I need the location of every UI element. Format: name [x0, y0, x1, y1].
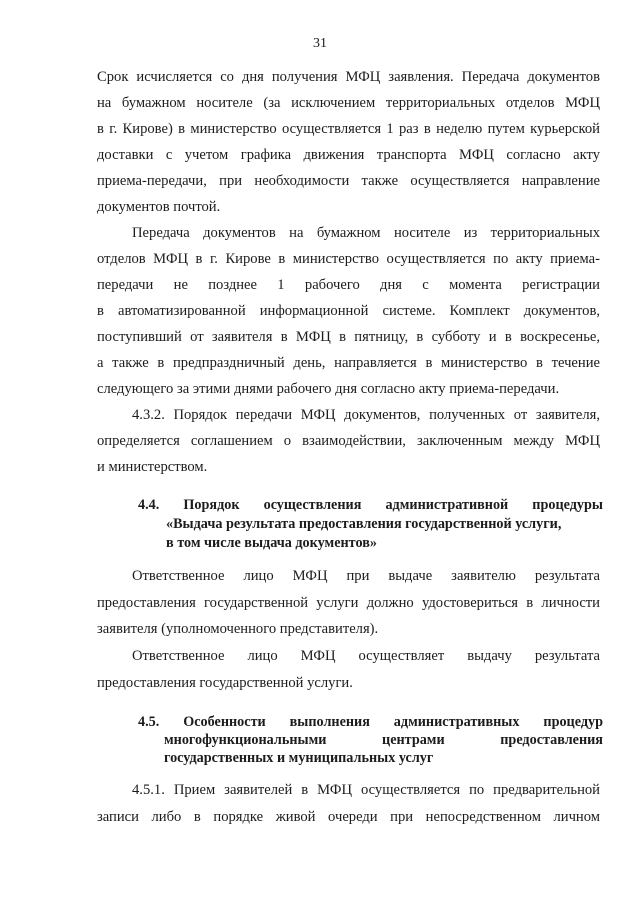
text-line: следующего за этими днями рабочего дня согласно акту приема-передачи. — [97, 381, 560, 397]
text-line: отделов МФЦ в г. Кирове в министерство осуществляется по акту приема- — [97, 251, 600, 267]
text-line: на бумажном носителе (за исключением территориальных отделов МФЦ — [97, 95, 600, 111]
text-line: приема-передачи, при необходимости также осуществляется направление — [97, 173, 600, 189]
text-line: предоставления государственной услуги. — [97, 675, 353, 691]
text-line: документов почтой. — [97, 199, 221, 215]
text-line: Срок исчисляется со дня получения МФЦ заявления. Передача документов — [97, 69, 600, 85]
text-line: поступивший от заявителя в МФЦ в пятницу, в субботу и в воскресенье, — [97, 329, 600, 345]
heading-line: 4.5. Особенности выполнения административных процедур — [138, 714, 603, 730]
text-line: 4.5.1. Прием заявителей в МФЦ осуществляется по предварительной — [132, 782, 600, 798]
text-line: 4.3.2. Порядок передачи МФЦ документов, полученных от заявителя, — [132, 407, 600, 423]
heading-line: многофункциональными центрами предоставления — [164, 732, 603, 748]
text-line: Передача документов на бумажном носителе из территориальных — [132, 225, 600, 241]
heading-line: 4.4. Порядок осуществления административной процедуры — [138, 497, 603, 513]
text-line: заявителя (уполномоченного представителя). — [97, 621, 379, 637]
heading-line: государственных и муниципальных услуг — [164, 750, 434, 766]
text-line: записи либо в порядке живой очереди при непосредственном личном — [97, 809, 600, 825]
text-line: в автоматизированной информационной системе. Комплект документов, — [97, 303, 600, 319]
text-line: Ответственное лицо МФЦ при выдаче заявителю результата — [132, 568, 600, 584]
text-line: определяется соглашением о взаимодействии, заключенным между МФЦ — [97, 433, 600, 449]
heading-line: в том числе выдача документов» — [166, 535, 377, 551]
text-line: и министерством. — [97, 459, 208, 475]
page-number: 31 — [313, 36, 327, 51]
text-line: доставки с учетом графика движения транспорта МФЦ согласно акту — [97, 147, 600, 163]
heading-line: «Выдача результата предоставления государственной услуги, — [166, 516, 562, 532]
text-line: а также в предпраздничный день, направляется в министерство в течение — [97, 355, 600, 371]
text-line: передачи не позднее 1 рабочего дня с момента регистрации — [97, 277, 600, 293]
text-line: Ответственное лицо МФЦ осуществляет выдачу результата — [132, 648, 600, 664]
text-line: в г. Кирове) в министерство осуществляется 1 раз в неделю путем курьерской — [97, 121, 600, 137]
text-line: предоставления государственной услуги должно удостовериться в личности — [97, 595, 600, 611]
